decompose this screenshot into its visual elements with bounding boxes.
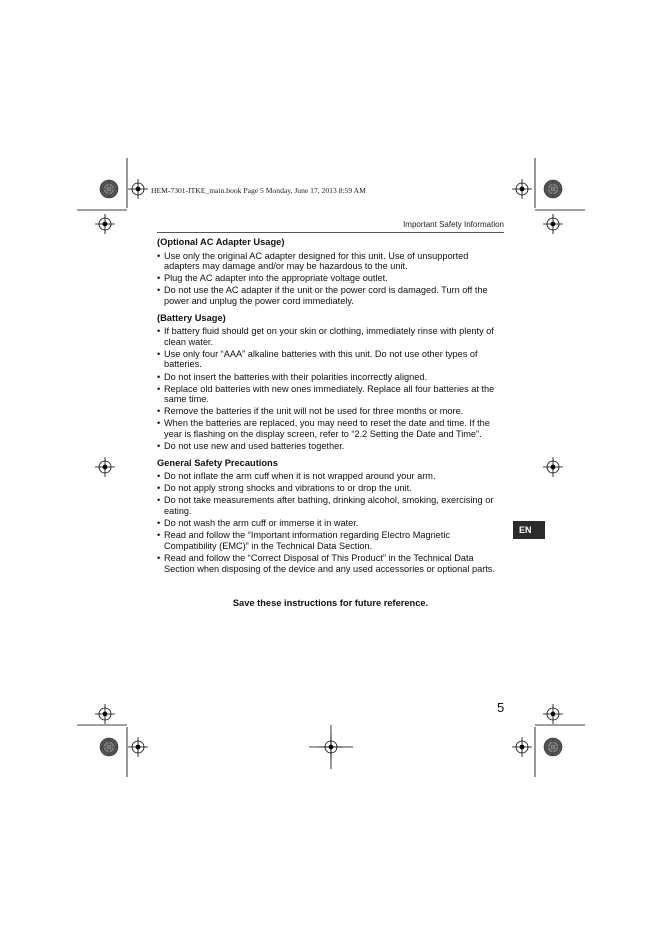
list-item: • Do not take measurements after bathing, drinking alcohol, smoking, exercising or eating. bbox=[157, 495, 494, 517]
bullet: • bbox=[157, 383, 161, 394]
language-tab: EN bbox=[513, 521, 545, 539]
list-item: • Do not wash the arm cuff or immerse it in water. bbox=[157, 518, 359, 529]
bullet: • bbox=[157, 483, 161, 494]
page-number: 5 bbox=[497, 700, 505, 715]
bullet: • bbox=[157, 285, 161, 296]
bullet: • bbox=[157, 530, 161, 541]
bullet: • bbox=[157, 273, 161, 284]
list-item: • Replace old batteries with new ones immediately. Replace all four batteries at the same time. bbox=[157, 383, 495, 405]
bullet: • bbox=[157, 326, 161, 337]
book-slug-line: HEM-7301-ITKE_main.book Page 5 Monday, June 17, 2013 8:59 AM bbox=[151, 186, 366, 195]
bullet: • bbox=[157, 518, 161, 529]
bullet: • bbox=[157, 348, 161, 359]
list-item: • Do not apply strong shocks and vibrations to or drop the unit. bbox=[157, 483, 412, 494]
list-item: • Remove the batteries if the unit will not be used for three months or more. bbox=[157, 406, 464, 417]
running-header: Important Safety Information bbox=[403, 220, 504, 229]
bullet: • bbox=[157, 552, 161, 563]
section-title-general: General Safety Precautions bbox=[157, 457, 278, 468]
safety-content bbox=[157, 237, 504, 580]
bullet: • bbox=[157, 471, 161, 482]
section-title-battery: (Battery Usage) bbox=[157, 312, 226, 323]
closing-note: Save these instructions for future reference. bbox=[232, 598, 429, 608]
bullet: • bbox=[157, 441, 161, 452]
list-item: • Do not insert the batteries with their polarities incorrectly aligned. bbox=[157, 371, 427, 382]
bullet: • bbox=[157, 371, 161, 382]
section-title-ac-adapter: (Optional AC Adapter Usage) bbox=[157, 237, 285, 247]
list-item: • Do not use new and used batteries together. bbox=[157, 441, 345, 452]
bullet: • bbox=[157, 418, 161, 429]
ac-adapter-list bbox=[157, 251, 504, 307]
list-item: • When the batteries are replaced, you may need to reset the date and time. If the year is flashing on the display screen, refer to “2.2 Setting the Date and Time”. bbox=[157, 418, 490, 439]
list-item: • Read and follow the “Correct Disposal of This Product” in the Technical Data Section when disposing of the device and any used accessories or optional parts. bbox=[157, 552, 495, 574]
battery-list bbox=[157, 326, 504, 452]
bullet: • bbox=[157, 250, 161, 261]
list-item: • Use only the original AC adapter designed for this unit. Use of unsupported adapters may damage and/or may be hazardous to the unit. bbox=[157, 250, 469, 272]
bullet: • bbox=[157, 495, 161, 506]
list-item: • Do not inflate the arm cuff when it is not wrapped around your arm. bbox=[157, 471, 436, 482]
list-item: • Read and follow the “Important information regarding Electro Magnetic Compatibility (EMC)” in the Technical Data Section. bbox=[157, 530, 450, 551]
list-item: • Use only four “AAA” alkaline batteries with this unit. Do not use other types of batteries. bbox=[157, 348, 478, 370]
list-item: • Plug the AC adapter into the appropriate voltage outlet. bbox=[157, 273, 388, 284]
bullet: • bbox=[157, 406, 161, 417]
list-item: • If battery fluid should get on your skin or clothing, immediately rinse with plenty of clean water. bbox=[157, 326, 494, 347]
header-divider bbox=[157, 232, 504, 233]
list-item: • Do not use the AC adapter if the unit or the power cord is damaged. Turn off the power and unplug the power cord immediately. bbox=[157, 285, 488, 306]
general-safety-list bbox=[157, 471, 504, 574]
